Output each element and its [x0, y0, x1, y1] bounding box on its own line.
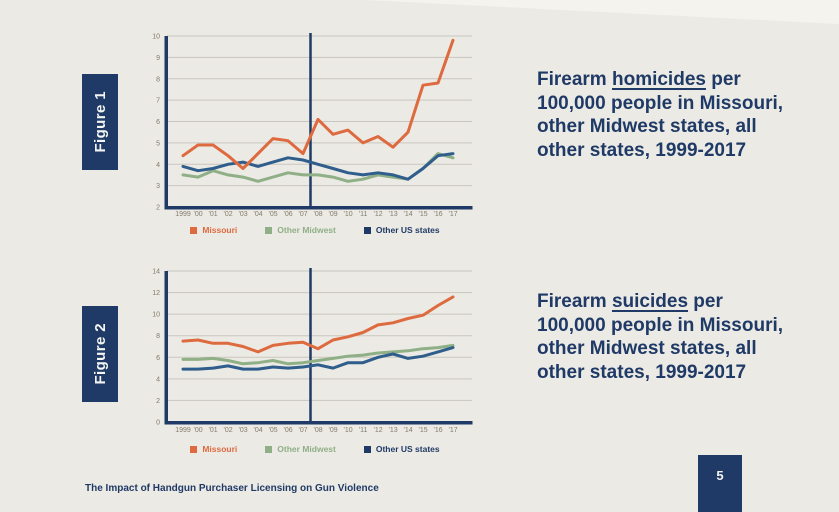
- homicides-chart: [140, 28, 490, 228]
- svg-text:’12: ’12: [373, 211, 383, 218]
- figure-1-tag: [82, 74, 118, 170]
- legend-item: [364, 225, 440, 235]
- svg-text:’10: ’10: [343, 211, 353, 218]
- svg-text:3: 3: [156, 183, 160, 191]
- caption-line: other Midwest states, all: [537, 338, 757, 359]
- svg-text:4: 4: [156, 376, 160, 384]
- svg-text:’12: ’12: [373, 427, 383, 434]
- svg-text:’05: ’05: [268, 427, 278, 434]
- svg-text:1999: 1999: [175, 427, 191, 434]
- legend-label: Other Midwest: [277, 444, 336, 454]
- page-number-badge: [698, 455, 742, 512]
- legend-label: Missouri: [202, 444, 238, 454]
- svg-text:’07: ’07: [298, 211, 308, 218]
- legend-swatch-icon: [364, 227, 371, 234]
- svg-text:6: 6: [156, 354, 160, 362]
- svg-text:’03: ’03: [238, 211, 248, 218]
- svg-text:2: 2: [156, 397, 160, 405]
- svg-text:2: 2: [156, 204, 160, 212]
- svg-text:’09: ’09: [328, 211, 338, 218]
- svg-text:’16: ’16: [433, 427, 443, 434]
- figure-2-tag-label: Figure 2: [91, 323, 109, 385]
- svg-text:5: 5: [156, 140, 160, 148]
- footer-title: The Impact of Handgun Purchaser Licensing on Gun Violence: [85, 483, 379, 494]
- svg-text:’02: ’02: [223, 427, 233, 434]
- legend-item: [265, 225, 336, 235]
- svg-text:’01: ’01: [208, 211, 218, 218]
- caption-line: 100,000 people in Missouri,: [537, 92, 784, 114]
- figure-2-caption: [537, 290, 827, 384]
- figure-2-tag: [82, 306, 118, 402]
- svg-text:4: 4: [156, 161, 160, 169]
- svg-text:’00: ’00: [193, 427, 203, 434]
- svg-text:9: 9: [156, 54, 160, 62]
- svg-text:’10: ’10: [343, 427, 353, 434]
- svg-text:’16: ’16: [433, 211, 443, 218]
- svg-text:’08: ’08: [313, 427, 323, 434]
- svg-text:8: 8: [156, 76, 160, 84]
- svg-text:’02: ’02: [223, 211, 233, 218]
- legend-label: Other US states: [375, 444, 440, 454]
- svg-text:’11: ’11: [358, 427, 368, 434]
- legend-label: Missouri: [202, 225, 238, 235]
- svg-text:10: 10: [152, 33, 160, 41]
- top-diagonal-decoration: [365, 0, 839, 24]
- svg-text:’08: ’08: [313, 211, 323, 218]
- legend-item: [265, 444, 336, 454]
- caption-line: other states, 1999-2017: [537, 139, 747, 161]
- svg-text:’05: ’05: [268, 211, 278, 218]
- svg-text:’15: ’15: [418, 211, 428, 218]
- svg-text:’03: ’03: [238, 427, 248, 434]
- legend-label: Other Midwest: [277, 225, 336, 235]
- svg-text:’00: ’00: [193, 211, 203, 218]
- caption-text: per: [688, 291, 723, 312]
- caption-underlined-word: suicides: [611, 291, 689, 312]
- svg-text:’17: ’17: [448, 427, 458, 434]
- svg-text:’14: ’14: [403, 211, 413, 218]
- caption-line: other Midwest states, all: [537, 116, 757, 137]
- svg-text:8: 8: [156, 333, 160, 341]
- svg-text:7: 7: [156, 97, 160, 105]
- svg-text:’06: ’06: [283, 427, 293, 434]
- svg-text:1999: 1999: [175, 211, 191, 218]
- legend-item: [190, 444, 237, 454]
- svg-text:10: 10: [152, 311, 160, 319]
- page-number: 5: [716, 468, 724, 483]
- caption-line: [537, 290, 827, 314]
- suicides-chart-legend: [140, 442, 490, 456]
- svg-text:’04: ’04: [253, 427, 263, 434]
- figure-1-caption: [537, 68, 827, 162]
- legend-swatch-icon: [190, 227, 197, 234]
- legend-swatch-icon: [364, 446, 371, 453]
- svg-text:’15: ’15: [418, 427, 428, 434]
- legend-swatch-icon: [265, 227, 272, 234]
- caption-text: Firearm: [537, 69, 612, 90]
- svg-text:’14: ’14: [403, 427, 413, 434]
- svg-text:6: 6: [156, 119, 160, 126]
- svg-text:’01: ’01: [208, 427, 218, 434]
- figure-1-tag-label: Figure 1: [91, 91, 109, 153]
- caption-line: 100,000 people in Missouri,: [537, 314, 784, 336]
- caption-text: per: [705, 69, 741, 90]
- svg-text:12: 12: [152, 290, 160, 298]
- svg-text:14: 14: [152, 268, 160, 276]
- caption-text: Firearm: [537, 291, 612, 312]
- legend-item: [364, 444, 440, 454]
- svg-text:’06: ’06: [283, 211, 293, 218]
- legend-swatch-icon: [190, 446, 197, 453]
- suicides-chart: [140, 262, 490, 462]
- svg-text:’11: ’11: [358, 211, 368, 218]
- homicides-chart-legend: [140, 223, 490, 237]
- svg-text:’09: ’09: [328, 427, 338, 434]
- caption-line: [537, 68, 827, 92]
- svg-text:’07: ’07: [298, 427, 308, 434]
- legend-label: Other US states: [375, 225, 440, 235]
- svg-text:’04: ’04: [253, 211, 263, 218]
- svg-text:’17: ’17: [448, 211, 458, 218]
- legend-swatch-icon: [265, 446, 272, 453]
- svg-text:0: 0: [156, 419, 160, 427]
- caption-line: other states, 1999-2017: [537, 361, 747, 383]
- caption-underlined-word: homicides: [611, 69, 706, 90]
- svg-text:’13: ’13: [388, 427, 398, 434]
- svg-text:’13: ’13: [388, 211, 398, 218]
- legend-item: [190, 225, 237, 235]
